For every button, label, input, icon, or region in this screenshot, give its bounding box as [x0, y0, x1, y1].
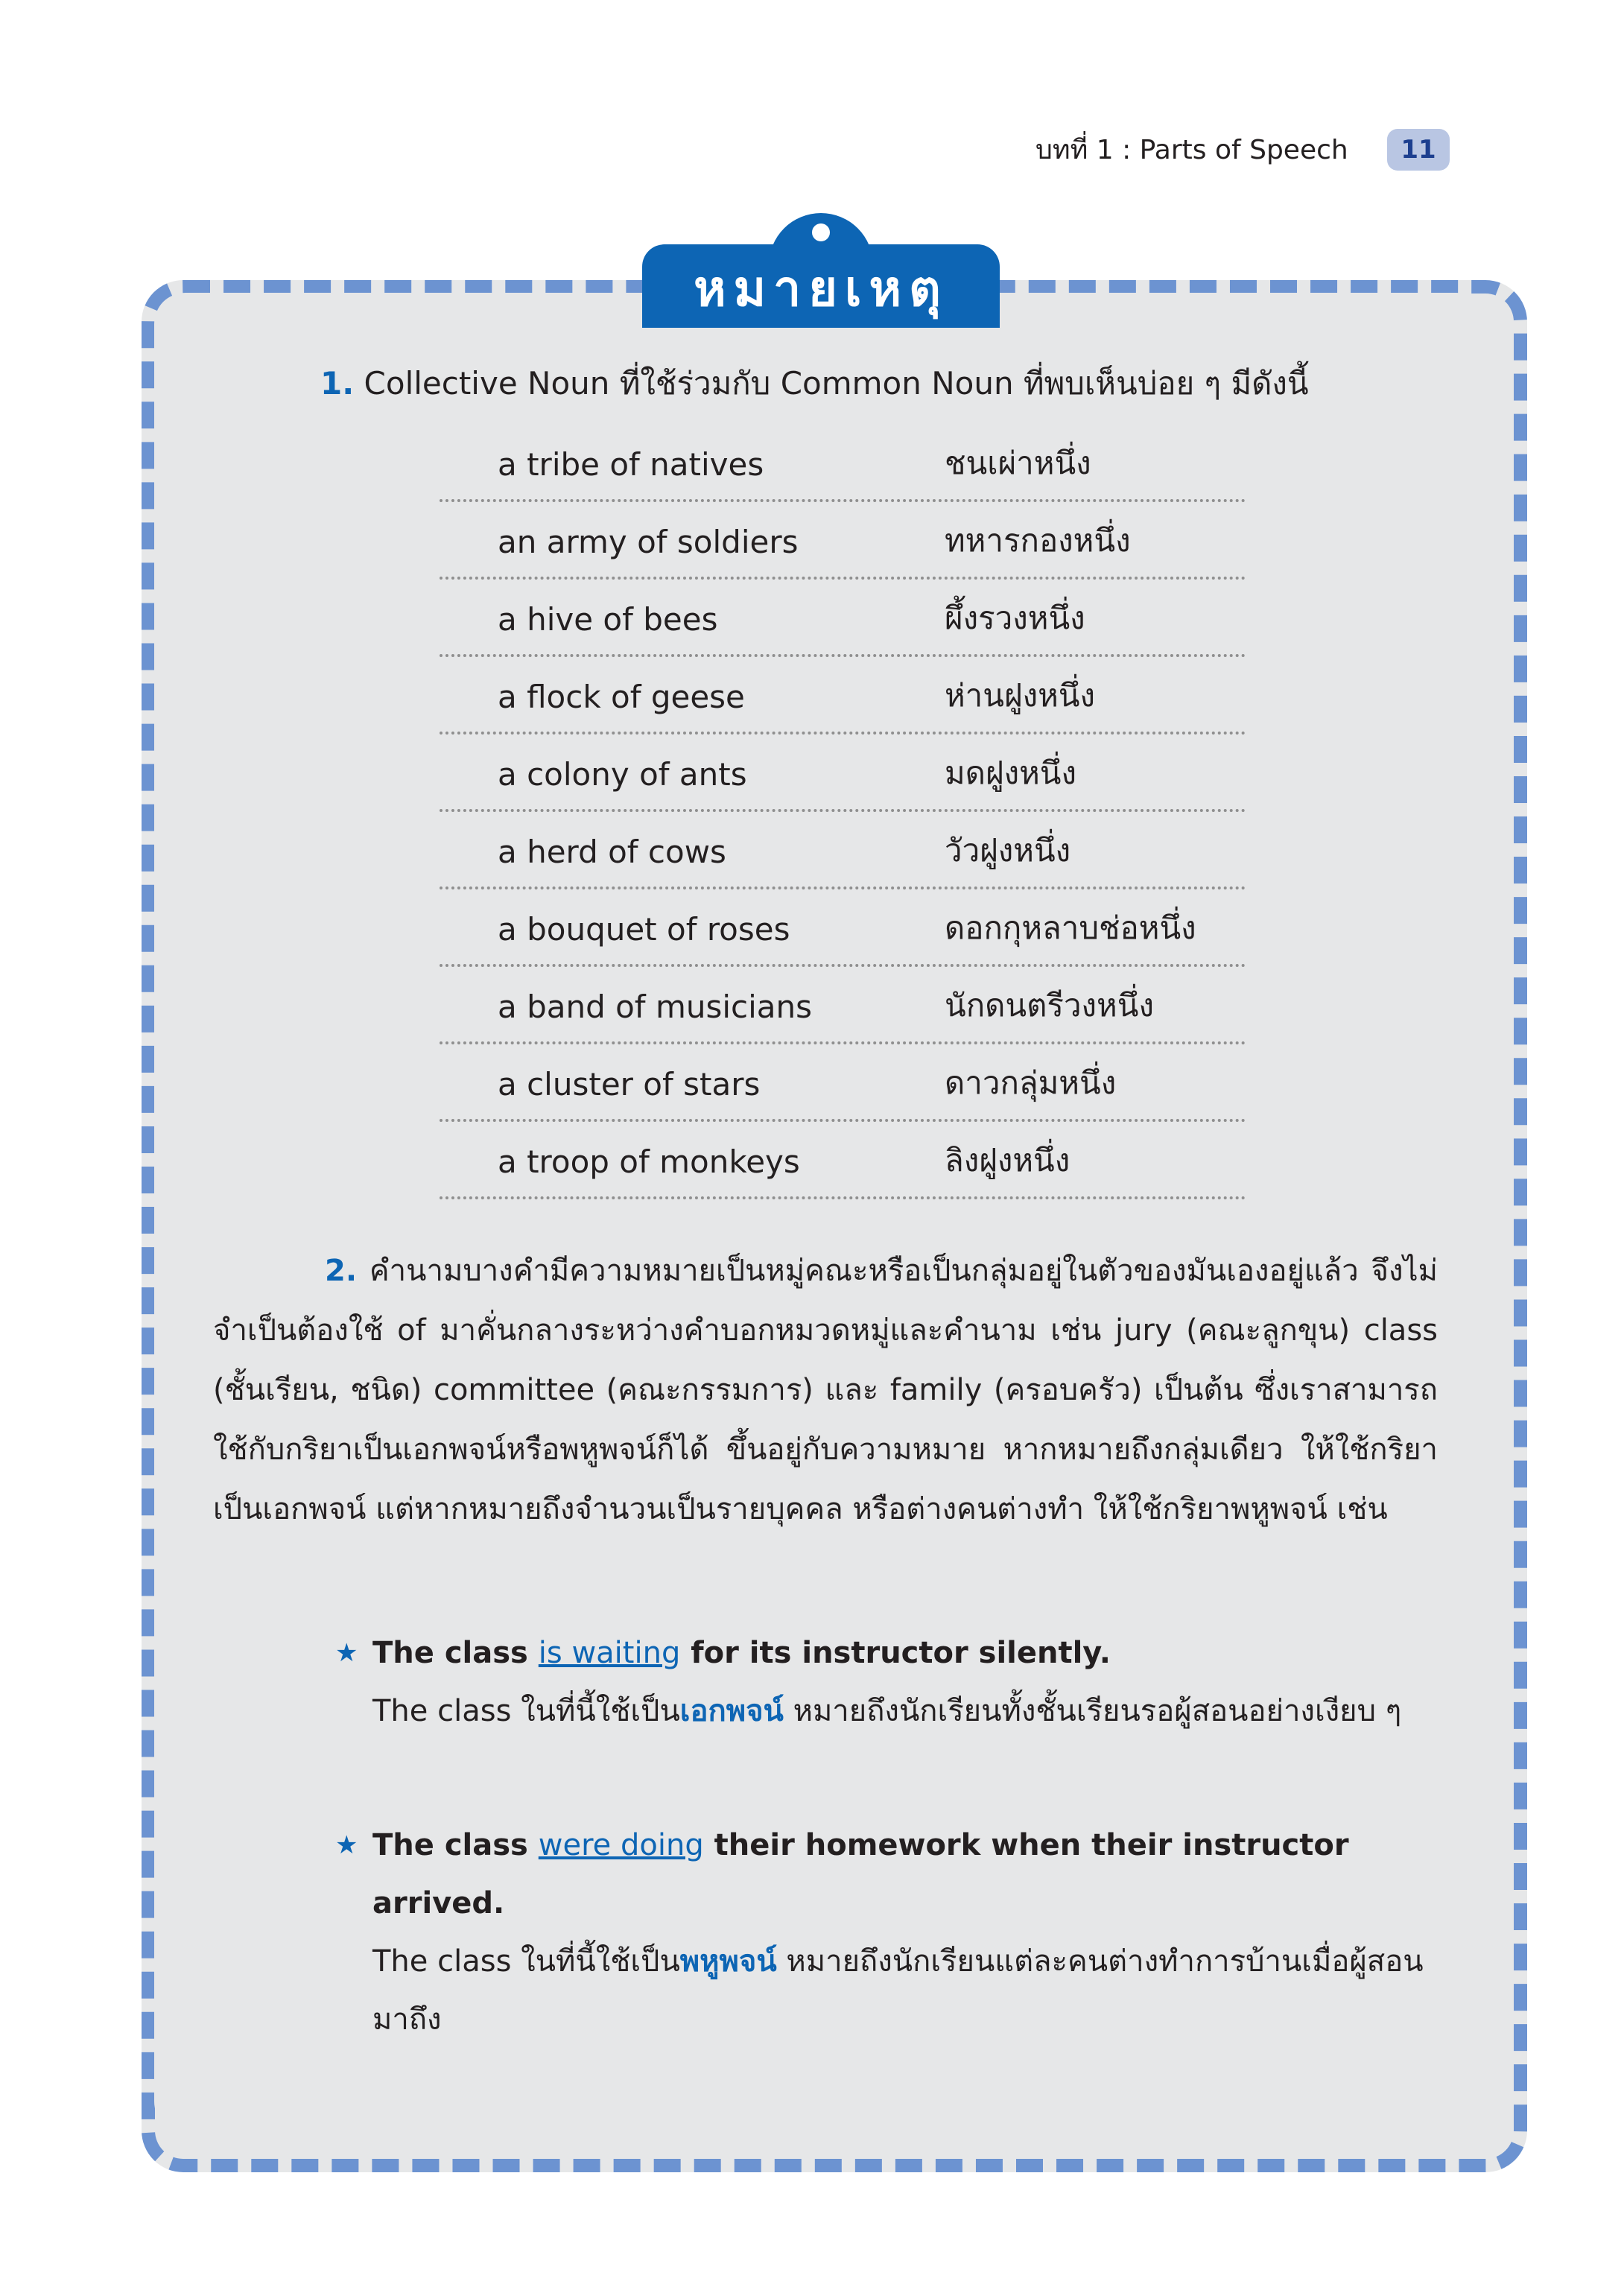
vocab-row [440, 732, 1246, 812]
item-2-number: 2. [325, 1254, 358, 1288]
star-bullet-icon: ★ [335, 1830, 358, 1860]
vocab-thai: ดอกกุหลาบช่อหนึ่ง [945, 910, 1196, 946]
vocab-row [440, 654, 1246, 735]
explanation-keyword: พหูพจน์ [679, 1944, 777, 1979]
vocab-english: a tribe of natives [498, 446, 764, 483]
vocab-row [440, 499, 1246, 580]
explanation-post: หมายถึงนักเรียนทั้งชั้นเรียนรอผู้สอนอย่างเงียบ ๆ [783, 1694, 1402, 1728]
star-bullet-icon: ★ [335, 1638, 358, 1668]
vocab-english: an army of soldiers [498, 524, 799, 560]
item-2 [213, 1241, 1438, 1539]
example-1 [335, 1624, 1438, 1740]
vocab-thai: นักดนตรีวงหนึ่ง [945, 987, 1154, 1024]
example-rest: for its instructor silently. [680, 1636, 1111, 1670]
vocab-thai: ทหารกองหนึ่ง [945, 522, 1131, 559]
vocab-thai: มดฝูงหนึ่ง [945, 755, 1076, 791]
vocab-english: a hive of bees [498, 601, 718, 638]
example-sentence [372, 1624, 1438, 1682]
vocab-english: a colony of ants [498, 756, 747, 793]
vocab-thai: ผึ้งรวงหนึ่ง [945, 600, 1085, 636]
example-subject: The class [372, 1636, 539, 1670]
explanation-pre: The class ในที่นี้ใช้เป็น [372, 1694, 680, 1728]
example-verb: were doing [538, 1828, 704, 1862]
example-explanation [372, 1682, 1438, 1740]
vocab-thai: ดาวกลุ่มหนึ่ง [945, 1065, 1117, 1101]
vocab-english: a band of musicians [498, 989, 813, 1025]
item-2-text: คำนามบางคำมีความหมายเป็นหมู่คณะหรือเป็นกลุ่มอยู่ในตัวของมันเองอยู่แล้ว จึงไม่จำเป็นต้องใช้ of มาคั่นกลางระหว่างคำบอกหมวดหมู่และคำนาม เช่น jury (คณะลูกขุน) class (ชั้นเรียน, ชนิด) committee (คณะกรรมการ) และ family (ครอบครัว) เป็นต้น ซึ่งเราสามารถใช้กับกริยาเป็นเอกพจน์หรือพหูพจน์ก็ได้ ขึ้นอยู่กับความหมาย หากหมายถึงกลุ่มเดียว ให้ใช้กริยาเป็นเอกพจน์ แต่หากหมายถึงจำนวนเป็นรายบุคคล หรือต่างคนต่างทำ ให้ใช้กริยาพหูพจน์ เช่น [213, 1254, 1438, 1526]
vocab-english: a herd of cows [498, 834, 726, 870]
explanation-post: หมายถึงนักเรียนแต่ละคนต่างทำการบ้านเมื่อผู้สอนมาถึง [372, 1944, 1424, 2037]
example-subject: The class [372, 1828, 539, 1862]
example-rest: their homework when their instructor arrived. [372, 1828, 1349, 1920]
item-1 [320, 358, 1309, 410]
running-head-chapter: บทที่ 1 : Parts of Speech [1035, 135, 1348, 165]
example-explanation [372, 1932, 1438, 2049]
vocab-thai: วัวฝูงหนึ่ง [945, 832, 1071, 869]
vocab-english: a troop of monkeys [498, 1143, 800, 1180]
tab-dot-icon [812, 223, 830, 241]
vocab-row [440, 886, 1246, 967]
example-2 [335, 1816, 1438, 2049]
vocab-thai: ลิงฝูงหนึ่ง [945, 1142, 1070, 1179]
item-1-number: 1. [320, 365, 355, 402]
vocab-thai: ชนเผ่าหนึ่ง [945, 445, 1091, 481]
example-verb: is waiting [538, 1636, 681, 1670]
example-sentence [372, 1816, 1438, 1932]
vocab-row [440, 577, 1246, 657]
vocab-thai: ห่านฝูงหนึ่ง [945, 677, 1096, 714]
vocab-row [440, 964, 1246, 1044]
explanation-keyword: เอกพจน์ [679, 1694, 784, 1728]
item-1-text: Collective Noun ที่ใช้ร่วมกับ Common Noun ที่พบเห็นบ่อย ๆ มีดังนี้ [364, 365, 1309, 402]
vocab-row [440, 1119, 1246, 1199]
explanation-pre: The class ในที่นี้ใช้เป็น [372, 1944, 680, 1979]
box-title: หมายเหตุ [694, 260, 948, 317]
vocab-english: a flock of geese [498, 679, 745, 715]
page-number-badge: 11 [1387, 129, 1450, 171]
vocab-row [440, 1041, 1246, 1122]
vocab-english: a cluster of stars [498, 1066, 761, 1103]
vocab-row [440, 422, 1246, 502]
vocab-row [440, 809, 1246, 889]
vocab-english: a bouquet of roses [498, 911, 790, 948]
